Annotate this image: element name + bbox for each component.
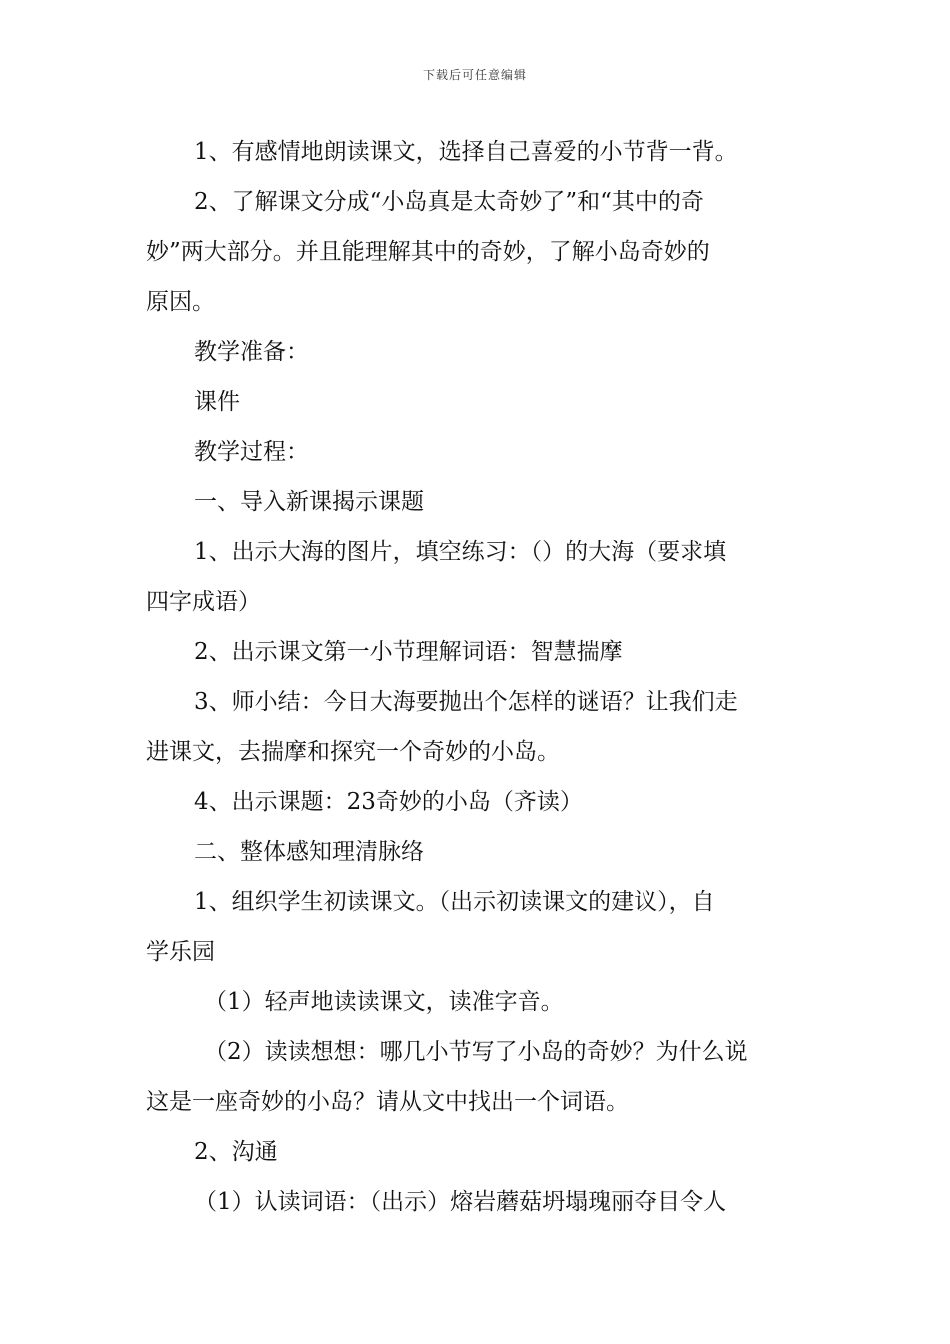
text-line: 1、出示大海的图片，填空练习：（）的大海（要求填: [194, 539, 727, 565]
text-line: 原因。: [146, 289, 215, 315]
text-line: 一、导入新课揭示课题: [194, 489, 424, 515]
text-line: 二、整体感知理清脉络: [194, 839, 424, 865]
text-line: 学乐园: [146, 939, 215, 965]
text-line: （1）认读词语：（出示）熔岩蘑菇坍塌瑰丽夺目令人: [194, 1189, 727, 1215]
text-line: 教学过程：: [194, 439, 309, 465]
text-line: 这是一座奇妙的小岛？请从文中找出一个词语。: [146, 1089, 629, 1115]
text-line: 四字成语）: [146, 589, 261, 615]
text-line: 2、了解课文分成“小岛真是太奇妙了”和“其中的奇: [194, 189, 704, 215]
text-line: 2、沟通: [194, 1139, 278, 1165]
page-header: 下载后可任意编辑: [422, 68, 527, 82]
text-line: 妙”两大部分。并且能理解其中的奇妙，了解小岛奇妙的: [146, 239, 710, 265]
text-line: 进课文，去揣摩和探究一个奇妙的小岛。: [146, 739, 560, 765]
text-line: 4、出示课题：23奇妙的小岛（齐读）: [194, 789, 583, 815]
text-line: 1、组织学生初读课文。（出示初读课文的建议），自: [194, 889, 715, 915]
text-line: 2、出示课文第一小节理解词语：智慧揣摩: [194, 639, 623, 665]
document-body: [146, 127, 806, 1227]
text-line: 3、师小结：今日大海要抛出个怎样的谜语？让我们走: [194, 689, 738, 715]
text-line: 课件: [194, 389, 240, 415]
text-line: 教学准备：: [194, 339, 309, 365]
text-line: （1）轻声地读读课文，读准字音。: [204, 989, 564, 1015]
text-line: （2）读读想想：哪几小节写了小岛的奇妙？为什么说: [204, 1039, 748, 1065]
text-line: 1、有感情地朗读课文，选择自己喜爱的小节背一背。: [194, 139, 738, 165]
